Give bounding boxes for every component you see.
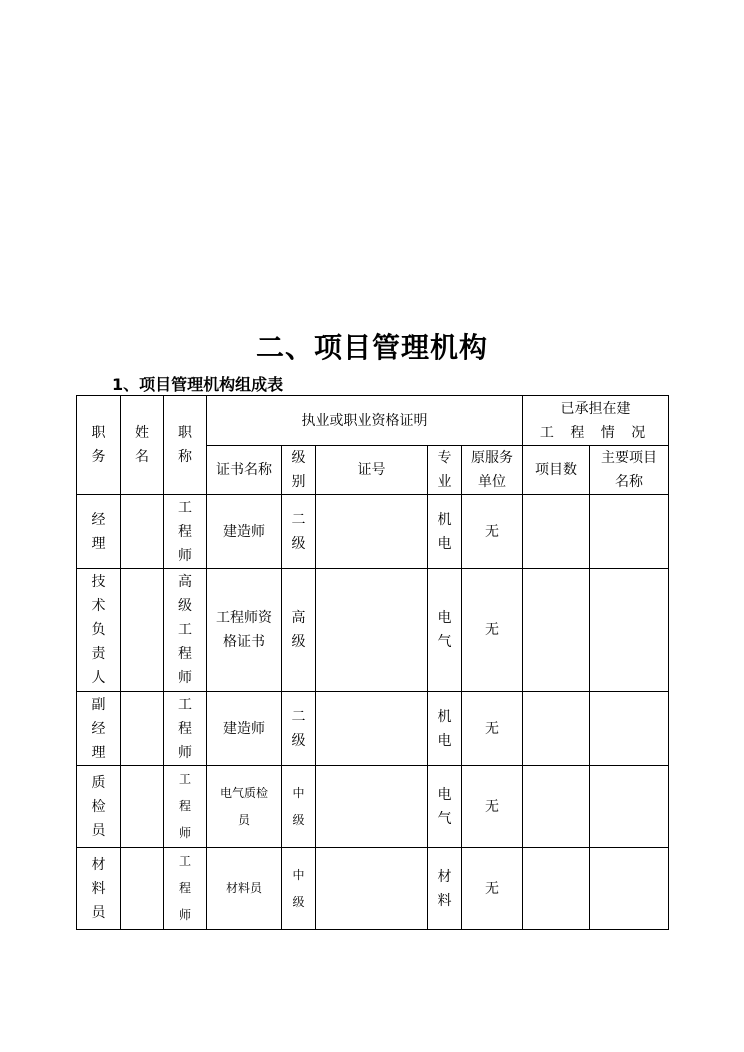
cell-name <box>121 495 164 569</box>
cell-major: 机电 <box>428 495 462 569</box>
header-major: 专业 <box>428 446 462 495</box>
cell-level: 高级 <box>282 569 316 692</box>
table-row <box>77 692 669 766</box>
cell-title: 工程师 <box>164 848 207 930</box>
cell-cert-name: 建造师 <box>207 692 282 766</box>
cell-major: 电气 <box>428 766 462 848</box>
header-name: 姓名 <box>121 396 164 495</box>
cell-position: 技术负责人 <box>77 569 121 692</box>
header-level: 级别 <box>282 446 316 495</box>
header-project-count: 项目数 <box>523 446 590 495</box>
cell-major: 机电 <box>428 692 462 766</box>
table-row <box>77 766 669 848</box>
organization-table <box>76 395 669 930</box>
cell-title: 工程师 <box>164 692 207 766</box>
header-title: 职称 <box>164 396 207 495</box>
header-main-projects: 主要项目名称 <box>590 446 669 495</box>
cell-cert-no <box>316 495 428 569</box>
cell-cert-name: 工程师资格证书 <box>207 569 282 692</box>
cell-project-count <box>523 848 590 930</box>
cell-former-unit: 无 <box>462 848 523 930</box>
cell-former-unit: 无 <box>462 692 523 766</box>
cell-project-count <box>523 569 590 692</box>
cell-former-unit: 无 <box>462 495 523 569</box>
cell-cert-no <box>316 692 428 766</box>
cell-name <box>121 569 164 692</box>
cell-position: 副经理 <box>77 692 121 766</box>
table-row <box>77 848 669 930</box>
cell-level: 中级 <box>282 766 316 848</box>
cell-cert-name: 电气质检员 <box>207 766 282 848</box>
header-position: 职务 <box>77 396 121 495</box>
section-subtitle: 1、项目管理机构组成表 <box>112 375 284 394</box>
header-projects-group: 已承担在建 工 程 情 况 <box>523 396 669 446</box>
cell-title: 高级工程师 <box>164 569 207 692</box>
cell-cert-name: 建造师 <box>207 495 282 569</box>
cell-name <box>121 692 164 766</box>
page-title: 二、项目管理机构 <box>255 331 488 364</box>
cell-level: 中级 <box>282 848 316 930</box>
cell-cert-no <box>316 848 428 930</box>
cell-title: 工程师 <box>164 495 207 569</box>
cell-former-unit: 无 <box>462 766 523 848</box>
cell-project-count <box>523 766 590 848</box>
cell-position: 材料员 <box>77 848 121 930</box>
cell-project-count <box>523 495 590 569</box>
cell-main-projects <box>590 495 669 569</box>
cell-cert-no <box>316 569 428 692</box>
cell-position: 质检员 <box>77 766 121 848</box>
cell-main-projects <box>590 692 669 766</box>
cell-main-projects <box>590 766 669 848</box>
header-cert-no: 证号 <box>316 446 428 495</box>
cell-name <box>121 766 164 848</box>
cell-project-count <box>523 692 590 766</box>
cell-major: 材料 <box>428 848 462 930</box>
header-cert-group: 执业或职业资格证明 <box>207 396 523 446</box>
cell-main-projects <box>590 569 669 692</box>
cell-cert-no <box>316 766 428 848</box>
cell-former-unit: 无 <box>462 569 523 692</box>
header-cert-name: 证书名称 <box>207 446 282 495</box>
table-row <box>77 495 669 569</box>
cell-major: 电气 <box>428 569 462 692</box>
header-former-unit: 原服务单位 <box>462 446 523 495</box>
cell-name <box>121 848 164 930</box>
table-row <box>77 569 669 692</box>
cell-position: 经理 <box>77 495 121 569</box>
cell-level: 二级 <box>282 495 316 569</box>
cell-cert-name: 材料员 <box>207 848 282 930</box>
cell-main-projects <box>590 848 669 930</box>
cell-title: 工程师 <box>164 766 207 848</box>
cell-level: 二级 <box>282 692 316 766</box>
